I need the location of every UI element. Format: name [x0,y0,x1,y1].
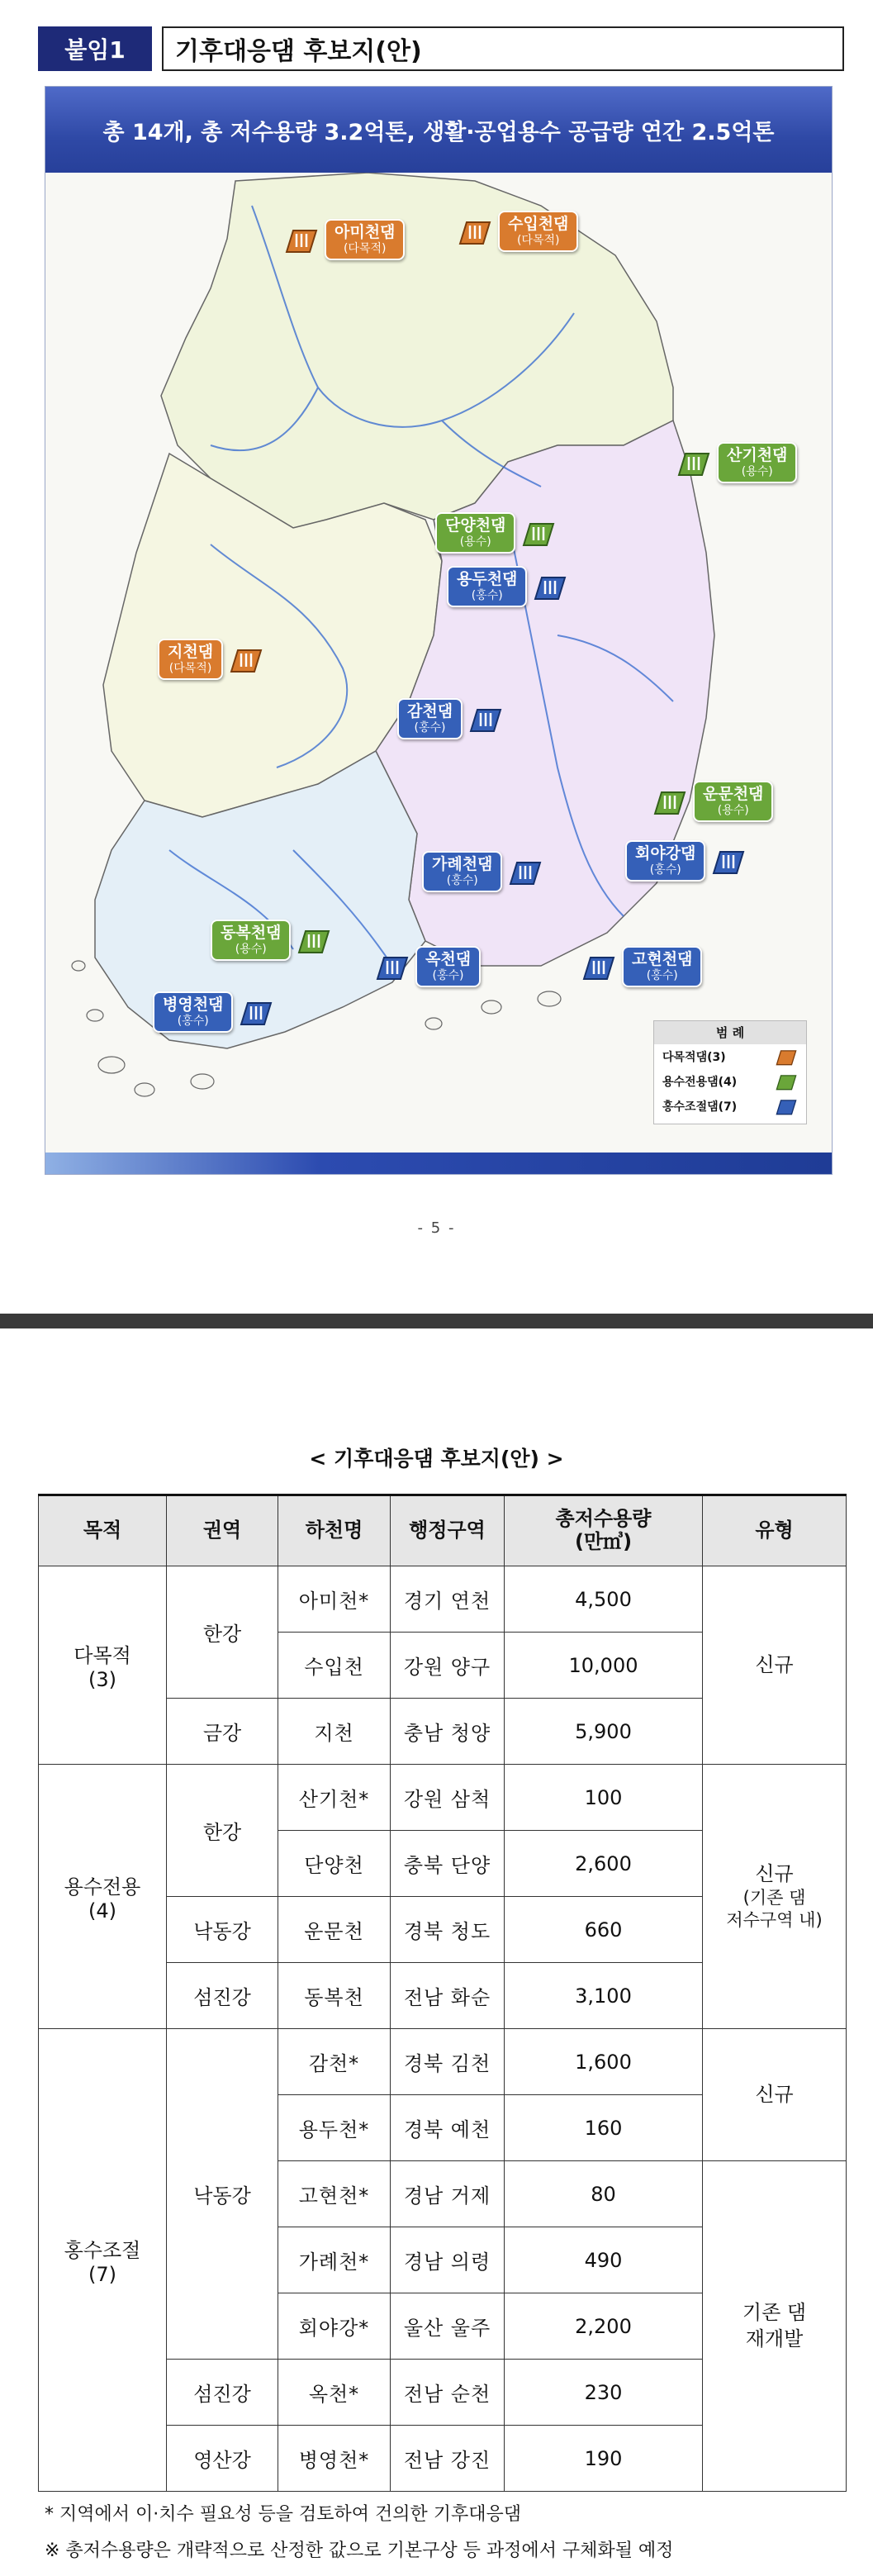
dam-icon [775,1048,798,1066]
dam-label: 산기천댐 (용수) [717,442,797,483]
legend-item-multi: 다목적댐(3) [654,1044,806,1069]
dam-icon [712,847,745,875]
header-river: 하천명 [278,1495,391,1566]
dam-label: 동복천댐 (용수) [211,920,291,961]
attachment-tag: 붙임1 [38,26,152,71]
capacity-cell: 2,200 [505,2293,703,2360]
region-cell: 낙동강 [167,2029,278,2360]
river-cell: 회야강* [278,2293,391,2360]
capacity-cell: 490 [505,2227,703,2293]
district-cell: 강원 삼척 [391,1765,505,1831]
dam-label: 아미천댐 (다목적) [325,219,405,260]
dam-marker-hoeyagang[interactable] [625,840,745,882]
summary-banner: 총 14개, 총 저수용량 3.2억톤, 생활·공업용수 공급량 연간 2.5억톤 [45,87,832,173]
capacity-cell: 4,500 [505,1566,703,1633]
purpose-cell: 홍수조절 (7) [39,2029,167,2492]
river-cell: 병영천* [278,2426,391,2492]
district-cell: 경북 예천 [391,2095,505,2161]
dam-icon [230,645,263,673]
header-purpose: 목적 [39,1495,167,1566]
district-cell: 경북 청도 [391,1897,505,1963]
dam-marker-okcheon[interactable] [376,946,481,987]
dam-icon [285,226,318,254]
dam-icon [653,787,686,815]
table-row [39,2029,847,2095]
district-cell: 경남 거제 [391,2161,505,2227]
kind-cell: 신규 (기존 댐 저수구역 내) [703,1765,847,2029]
dam-label: 운문천댐 (용수) [693,781,773,822]
district-cell: 전남 화순 [391,1963,505,2029]
dam-label: 고현천댐 (홍수) [622,946,702,987]
dam-icon [469,705,502,733]
kind-cell: 신규 [703,2029,847,2161]
capacity-cell: 230 [505,2360,703,2426]
dam-label: 수입천댐 (다목적) [498,211,578,252]
region-cell: 한강 [167,1566,278,1699]
footnote-asterisk: * 지역에서 이·치수 필요성 등을 검토하여 건의한 기후대응댐 [45,2504,521,2525]
dam-marker-jicheon[interactable] [158,639,263,680]
table-row [39,1566,847,1633]
dam-marker-gohyeoncheon[interactable] [582,946,702,987]
dam-marker-yongducheon[interactable] [447,566,567,607]
district-cell: 충남 청양 [391,1699,505,1765]
river-cell: 동복천 [278,1963,391,2029]
river-cell: 고현천* [278,2161,391,2227]
region-cell: 낙동강 [167,1897,278,1963]
dam-icon [297,926,330,954]
dam-icon [534,573,567,601]
capacity-cell: 2,600 [505,1831,703,1897]
page-number: - 5 - [417,1219,456,1237]
river-cell: 지천 [278,1699,391,1765]
dam-icon [458,217,491,245]
kind-cell: 신규 [703,1566,847,1765]
legend-title: 범 례 [654,1021,806,1044]
district-cell: 경남 의령 [391,2227,505,2293]
page-divider [0,1314,873,1328]
district-cell: 전남 순천 [391,2360,505,2426]
dam-label: 가례천댐 (홍수) [422,851,502,892]
river-cell: 감천* [278,2029,391,2095]
dam-label: 단양천댐 (용수) [435,512,515,554]
purpose-cell: 다목적 (3) [39,1566,167,1765]
river-cell: 운문천 [278,1897,391,1963]
purpose-cell: 용수전용 (4) [39,1765,167,2029]
dam-label: 옥천댐 (홍수) [415,946,481,987]
capacity-cell: 160 [505,2095,703,2161]
capacity-cell: 5,900 [505,1699,703,1765]
dam-icon [775,1072,798,1091]
header-district: 행정구역 [391,1495,505,1566]
region-cell: 한강 [167,1765,278,1897]
dam-icon [376,953,409,981]
table-row [39,1765,847,1831]
river-cell: 단양천 [278,1831,391,1897]
table-header-row [39,1495,847,1566]
dam-marker-gamcheon[interactable] [397,698,502,739]
capacity-cell: 80 [505,2161,703,2227]
dam-icon [582,953,615,981]
map-panel [45,86,833,1175]
footnote-note: ※ 총저수용량은 개략적으로 산정한 값으로 기본구상 등 과정에서 구체화될 예정 [45,2540,674,2561]
capacity-cell: 190 [505,2426,703,2492]
region-cell: 금강 [167,1699,278,1765]
district-cell: 전남 강진 [391,2426,505,2492]
dam-icon [677,449,710,477]
map-bottom-bar [45,1153,832,1174]
legend-item-water: 용수전용댐(4) [654,1069,806,1094]
capacity-cell: 100 [505,1765,703,1831]
capacity-cell: 10,000 [505,1633,703,1699]
header-kind: 유형 [703,1495,847,1566]
district-cell: 강원 양구 [391,1633,505,1699]
legend-item-flood: 홍수조절댐(7) [654,1094,806,1119]
river-cell: 가례천* [278,2227,391,2293]
district-cell: 경기 연천 [391,1566,505,1633]
river-cell: 산기천* [278,1765,391,1831]
map-legend [653,1020,807,1124]
district-cell: 울산 울주 [391,2293,505,2360]
district-cell: 경북 김천 [391,2029,505,2095]
capacity-cell: 1,600 [505,2029,703,2095]
dam-label: 지천댐 (다목적) [158,639,223,680]
dam-label: 용두천댐 (홍수) [447,566,527,607]
dam-marker-danyangcheon[interactable] [435,512,555,554]
dam-icon [522,519,555,547]
page-title: 기후대응댐 후보지(안) [162,26,844,71]
dam-marker-amicheon[interactable] [285,219,405,260]
river-cell: 수입천 [278,1633,391,1699]
dam-marker-byeongyeongcheon[interactable] [153,991,273,1033]
dam-label: 병영천댐 (홍수) [153,991,233,1033]
river-cell: 옥천* [278,2360,391,2426]
capacity-cell: 3,100 [505,1963,703,2029]
header-region: 권역 [167,1495,278,1566]
table-title: < 기후대응댐 후보지(안) > [309,1447,564,1471]
dam-marker-garyecheon[interactable] [422,851,542,892]
dam-label: 회야강댐 (홍수) [625,840,705,882]
region-cell: 섬진강 [167,1963,278,2029]
dam-candidate-table [38,1494,847,2492]
dam-icon [775,1097,798,1115]
kind-cell: 기존 댐 재개발 [703,2161,847,2492]
header-capacity: 총저수용량 (만㎥) [505,1495,703,1566]
dam-label: 감천댐 (홍수) [397,698,463,739]
capacity-cell: 660 [505,1897,703,1963]
river-cell: 아미천* [278,1566,391,1633]
dam-icon [509,858,542,886]
dam-marker-unmuncheon[interactable] [653,781,773,822]
region-cell: 섬진강 [167,2360,278,2426]
dam-marker-dongbokcheon[interactable] [211,920,330,961]
region-cell: 영산강 [167,2426,278,2492]
river-cell: 용두천* [278,2095,391,2161]
district-cell: 충북 단양 [391,1831,505,1897]
dam-marker-sangicheon[interactable] [677,442,797,483]
dam-icon [240,998,273,1026]
dam-marker-suipcheon[interactable] [458,211,578,252]
